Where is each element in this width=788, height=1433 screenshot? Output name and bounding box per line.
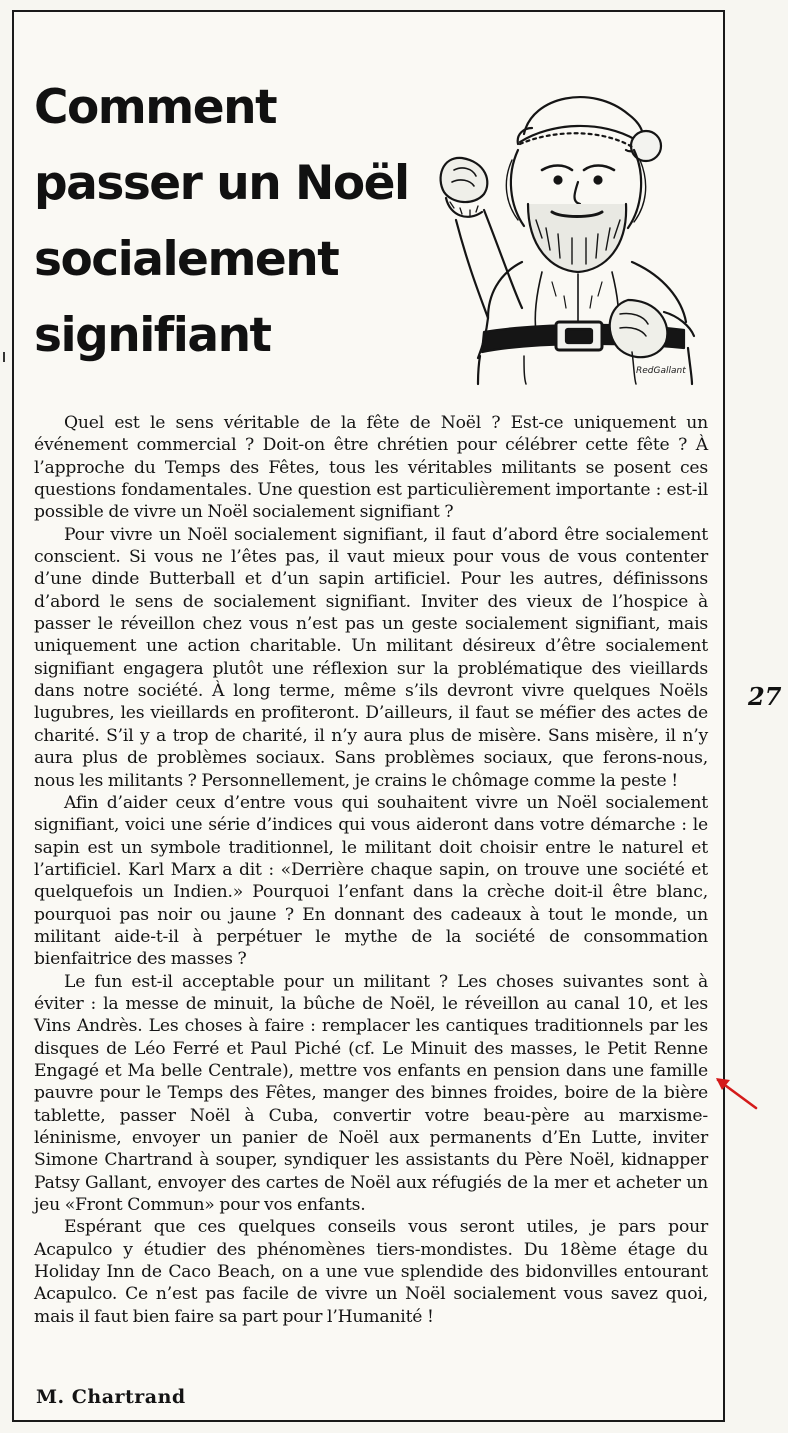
- paragraph-1: Quel est le sens véritable de la fête de Noël ? Est-ce uniquement un événement commercial ? Doit-on être chrétien pour célébrer cette fête ? À l’approche du Temps des Fêtes, tous les véritables militants se posent ces questions fondamentales. Une question est particulièrement importante : est-il possible de vivre un Noël socialement signifiant ?: [34, 413, 708, 523]
- article-title: [34, 70, 434, 374]
- paragraph-5: Espérant que ces quelques conseils vous seront utiles, je pars pour Acapulco y étudier des phénomènes tiers-mondistes. Du 18ème étage du Holiday Inn de Caco Beach, on a une vue splendide des bidonvilles entourant Acapulco. Ce n’est pas facile de vivre un Noël socialement vous savez quoi, mais il faut bien faire sa part pour l’Humanité !: [34, 1217, 708, 1327]
- page-number: 27: [748, 682, 782, 711]
- red-arrow-icon: [712, 1072, 762, 1112]
- title-line-2: passer un Noël: [34, 156, 409, 211]
- author-signature: M. Chartrand: [36, 1386, 186, 1408]
- illustration-credit: RedGallant: [636, 366, 686, 376]
- santa-illustration: [432, 86, 710, 386]
- title-line-3: socialement: [34, 232, 339, 287]
- title-line-4: signifiant: [34, 308, 271, 363]
- paragraph-4: Le fun est-il acceptable pour un militant ? Les choses suivantes sont à éviter : la messe de minuit, la bûche de Noël, le réveillon au canal 10, et les Vins Andrès. Les choses à faire : remplacer les cantiques traditionnels par les disques de Léo Ferré et Paul Piché (cf. Le Minuit des masses, le Petit Renne Engagé et Ma belle Centrale), mettre vos enfants en pension dans une famille pauvre pour le Temps des Fêtes, manger des binnes froides, boire de la bière tablette, passer Noël à Cuba, convertir votre beau-père au marxisme-léninisme, envoyer un panier de Noël aux permanents d’En Lutte, inviter Simone Chartrand à souper, syndiquer les assistants du Père Noël, kidnapper Patsy Gallant, envoyer des cartes de Noël aux réfugiés de la mer et acheter un jeu «Front Commun» pour vos enfants.: [34, 971, 708, 1216]
- title-line-1: Comment: [34, 80, 277, 135]
- paragraph-2: Pour vivre un Noël socialement signifiant, il faut d’abord être socialement conscient. Si vous ne l’êtes pas, il vaut mieux pour vous de vous contenter d’une dinde Butterball et d’un sapin artificiel. Pour les autres, définissons d’abord le sens de socialement signifiant. Inviter des vieux de l’hospice à passer le réveillon chez vous n’est pas un geste socialement signifiant, mais uniquement une action charitable. Un militant désireux d’être socialement signifiant engagera plutôt une réflexion sur la problématique des vieillards dans notre société. À long terme, même s’ils devront vivre quelques Noëls lugubres, les vieillards en profiteront. D’ailleurs, il faut se méfier des actes de charité. S’il y a trop de charité, il n’y aura plus de misère. Sans misère, il n’y aura plus de problèmes sociaux. Sans problèmes sociaux, que ferons-nous, nous les militants ? Personnellement, je crains le chômage comme la peste !: [34, 524, 708, 791]
- paragraph-3: Afin d’aider ceux d’entre vous qui souhaitent vivre un Noël socialement signifiant, voici une série d’indices qui vous aideront dans votre démarche : le sapin est un symbole traditionnel, le militant doit choisir entre le naturel et l’artificiel. Karl Marx a dit : «Derrière chaque sapin, on trouve une société et quelquefois un Indien.» Pourquoi l’enfant dans la crèche doit-il être blanc, pourquoi pas noir ou jaune ? En donnant des cadeaux à tout le monde, un militant aide-t-il à perpétuer le mythe de la société de consommation bienfaitrice des masses ?: [34, 792, 708, 970]
- article-body: [34, 412, 708, 1328]
- margin-mark: [3, 352, 5, 362]
